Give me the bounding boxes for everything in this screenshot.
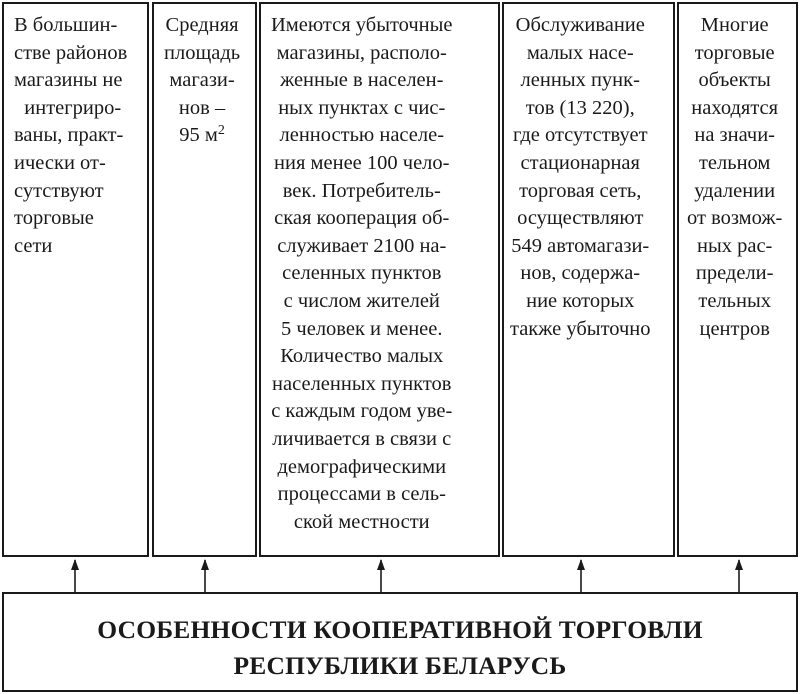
main-topic-title: ОСОБЕННОСТИ КООПЕРАТИВНОЙ ТОРГОВЛИ РЕСПУБЛИКИ БЕЛАРУСЬ (97, 615, 703, 680)
main-topic-box (2, 592, 798, 692)
store-area-text: Средняя площадь магази- нов – 95 м (164, 14, 241, 147)
unit-superscript: 2 (217, 123, 225, 139)
feature-text-distribution-distance: Многие торговые объекты находятся на значи- тельном удалении от возмож- ных рас- предели- тельных центров (687, 14, 783, 340)
arrowhead-distribution-distance (735, 559, 743, 570)
feature-text-unprofitable-stores: Имеются убыточные магазины, располо- женные в населен- ных пунктах с чис- ленностью населе- ния менее 100 чело- век. Потребитель- ская кооперация об- служивает 2100 на- селенных пунктов с числом жителей 5 человек и менее. Количество малых населенных пунктов с каждым годом уве- личивается в связи с демографическими процессами в сель- ской местности (271, 14, 453, 533)
arrowhead-unprofitable-stores (377, 559, 385, 570)
feature-text-integration: В большин- стве районов магазины не интегриро- ваны, практ- ически от- сутствуют торговые сети (14, 14, 128, 257)
feature-text-mobile-shops: Обслуживание малых насе- ленных пунк- тов (13 220), где отсутствует стационарная торговая сеть, осуществляют 549 автомагази- нов, содержа- ние которых также убыточно (510, 14, 651, 340)
arrowhead-mobile-shops (577, 559, 585, 570)
arrowhead-integration (71, 559, 79, 570)
arrowhead-store-area (201, 559, 209, 570)
